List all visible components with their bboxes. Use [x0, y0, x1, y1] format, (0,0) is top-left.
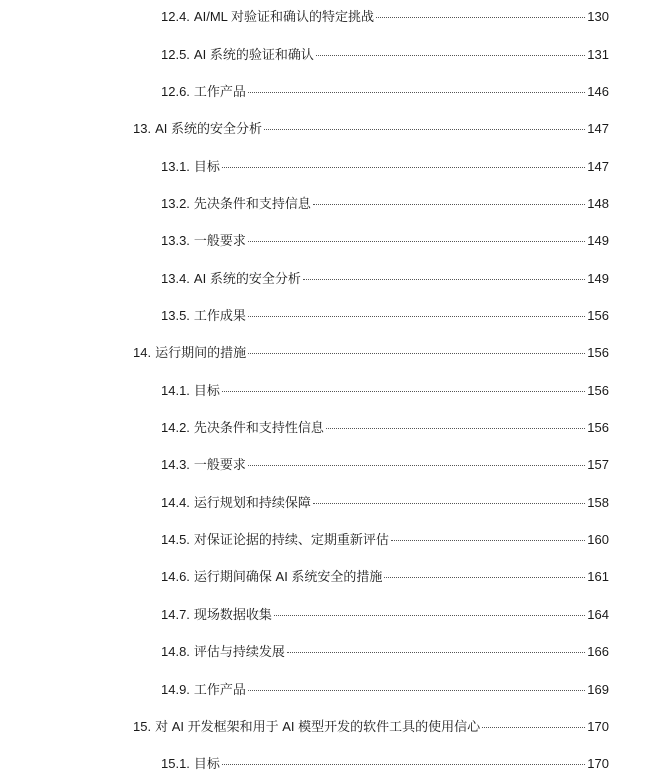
toc-entry-title: 现场数据收集 [193, 607, 272, 622]
toc-entry-page: 160 [587, 532, 609, 547]
toc-entry-page: 149 [587, 233, 609, 248]
toc-entry-page: 156 [587, 345, 609, 360]
toc-entry-title: 目标 [193, 383, 220, 398]
toc-entry-title: 一般要求 [193, 233, 246, 248]
toc-entry-title: 对保证论据的持续、定期重新评估 [193, 532, 389, 547]
toc-entry-number: 13.3. [161, 233, 190, 248]
toc-dot-leader [313, 502, 585, 504]
toc-dot-leader [287, 651, 585, 653]
toc-entry[interactable] [161, 492, 609, 510]
toc-entry-number: 13.1. [161, 159, 190, 174]
toc-entry-title: AI/ML 对验证和确认的特定挑战 [193, 9, 375, 24]
toc-entry-number: 15.1. [161, 756, 190, 771]
toc-entry[interactable] [161, 380, 609, 398]
toc-entry-number: 13.4. [161, 271, 190, 286]
toc-entry-title: 评估与持续发展 [193, 644, 285, 659]
toc-entry[interactable] [161, 417, 609, 435]
toc-dot-leader [326, 427, 585, 429]
toc-dot-leader [376, 16, 585, 18]
toc-entry[interactable] [161, 193, 609, 211]
toc-entry-page: 157 [587, 457, 609, 472]
toc-entry-title: 运行期间的措施 [155, 345, 247, 360]
toc-dot-leader [482, 726, 585, 728]
toc-dot-leader [313, 203, 585, 205]
toc-entry-title: AI 系统的验证和确认 [193, 47, 314, 62]
toc-dot-leader [222, 763, 585, 765]
toc-entry-number: 14.9. [161, 682, 190, 697]
toc-entry-page: 149 [587, 271, 609, 286]
toc-entry-title: 工作产品 [193, 682, 246, 697]
toc-entry[interactable] [161, 305, 609, 323]
toc-entry-page: 166 [587, 644, 609, 659]
toc-entry-title: AI 系统的安全分析 [155, 121, 262, 136]
toc-entry-title: 工作成果 [193, 308, 246, 323]
toc-entry[interactable] [161, 529, 609, 547]
toc-entry-number: 14.2. [161, 420, 190, 435]
toc-entry-number: 12.4. [161, 9, 190, 24]
toc-dot-leader [248, 689, 585, 691]
toc-entry[interactable] [133, 716, 609, 734]
toc-entry-title: 工作产品 [193, 84, 246, 99]
toc-entry-number: 14.6. [161, 569, 190, 584]
toc-dot-leader [248, 240, 585, 242]
toc-entry-title: 运行期间确保 AI 系统安全的措施 [193, 569, 383, 584]
toc-entry-number: 14.3. [161, 457, 190, 472]
toc-entry[interactable] [161, 6, 609, 24]
toc-entry-page: 169 [587, 682, 609, 697]
toc-entry-number: 14.4. [161, 495, 190, 510]
toc-entry-page: 147 [587, 159, 609, 174]
toc-dot-leader [248, 91, 585, 93]
toc-entry-page: 147 [587, 121, 609, 136]
toc-entry-page: 161 [587, 569, 609, 584]
toc-entry-page: 164 [587, 607, 609, 622]
toc-entry[interactable] [161, 679, 609, 697]
toc-entry[interactable] [161, 604, 609, 622]
toc-entry-number: 14.7. [161, 607, 190, 622]
toc-entry-page: 131 [587, 47, 609, 62]
toc-entry[interactable] [161, 641, 609, 659]
toc-entry-page: 170 [587, 756, 609, 771]
toc-dot-leader [264, 128, 585, 130]
toc-entry-page: 158 [587, 495, 609, 510]
toc-dot-leader [248, 315, 585, 317]
toc-entry-number: 12.6. [161, 84, 190, 99]
toc-entry-title: AI 系统的安全分析 [193, 271, 301, 286]
toc-entry-title: 目标 [193, 159, 220, 174]
toc-entry-title: 一般要求 [193, 457, 246, 472]
toc-entry[interactable] [133, 342, 609, 360]
toc-entry-number: 14.1. [161, 383, 190, 398]
toc-dot-leader [303, 278, 585, 280]
toc-entry-number: 12.5. [161, 47, 190, 62]
toc-entry-page: 156 [587, 308, 609, 323]
toc-dot-leader [248, 464, 585, 466]
toc-entry[interactable] [161, 44, 609, 62]
toc-entry-title: 对 AI 开发框架和用于 AI 模型开发的软件工具的使用信心 [155, 719, 481, 734]
toc-entry-title: 先决条件和支持性信息 [193, 420, 324, 435]
toc-entry[interactable] [161, 156, 609, 174]
toc-entry-page: 148 [587, 196, 609, 211]
toc-entry-title: 运行规划和持续保障 [193, 495, 311, 510]
toc-entry-number: 14.5. [161, 532, 190, 547]
toc-entry[interactable] [161, 230, 609, 248]
toc-entry[interactable] [161, 753, 609, 771]
toc-dot-leader [316, 54, 585, 56]
toc-entry-page: 130 [587, 9, 609, 24]
toc-entry[interactable] [161, 81, 609, 99]
toc-entry[interactable] [133, 118, 609, 136]
toc-entry-page: 156 [587, 420, 609, 435]
toc-dot-leader [222, 166, 585, 168]
toc-entry-number: 13.5. [161, 308, 190, 323]
toc-entry-number: 15. [133, 719, 152, 734]
toc-entry-title: 先决条件和支持信息 [193, 196, 311, 211]
toc-entry-title: 目标 [193, 756, 220, 771]
toc-dot-leader [384, 576, 585, 578]
toc-entry[interactable] [161, 454, 609, 472]
toc-dot-leader [274, 614, 585, 616]
toc-entry-number: 14. [133, 345, 152, 360]
toc-entry-page: 156 [587, 383, 609, 398]
toc-entry-number: 14.8. [161, 644, 190, 659]
toc-dot-leader [248, 352, 585, 354]
toc-entry-number: 13.2. [161, 196, 190, 211]
toc-entry-number: 13. [133, 121, 152, 136]
toc-dot-leader [391, 539, 585, 541]
toc-entry[interactable] [161, 268, 609, 286]
toc-entry-page: 170 [587, 719, 609, 734]
toc-dot-leader [222, 390, 585, 392]
toc-entry[interactable] [161, 566, 609, 584]
toc-entry-page: 146 [587, 84, 609, 99]
